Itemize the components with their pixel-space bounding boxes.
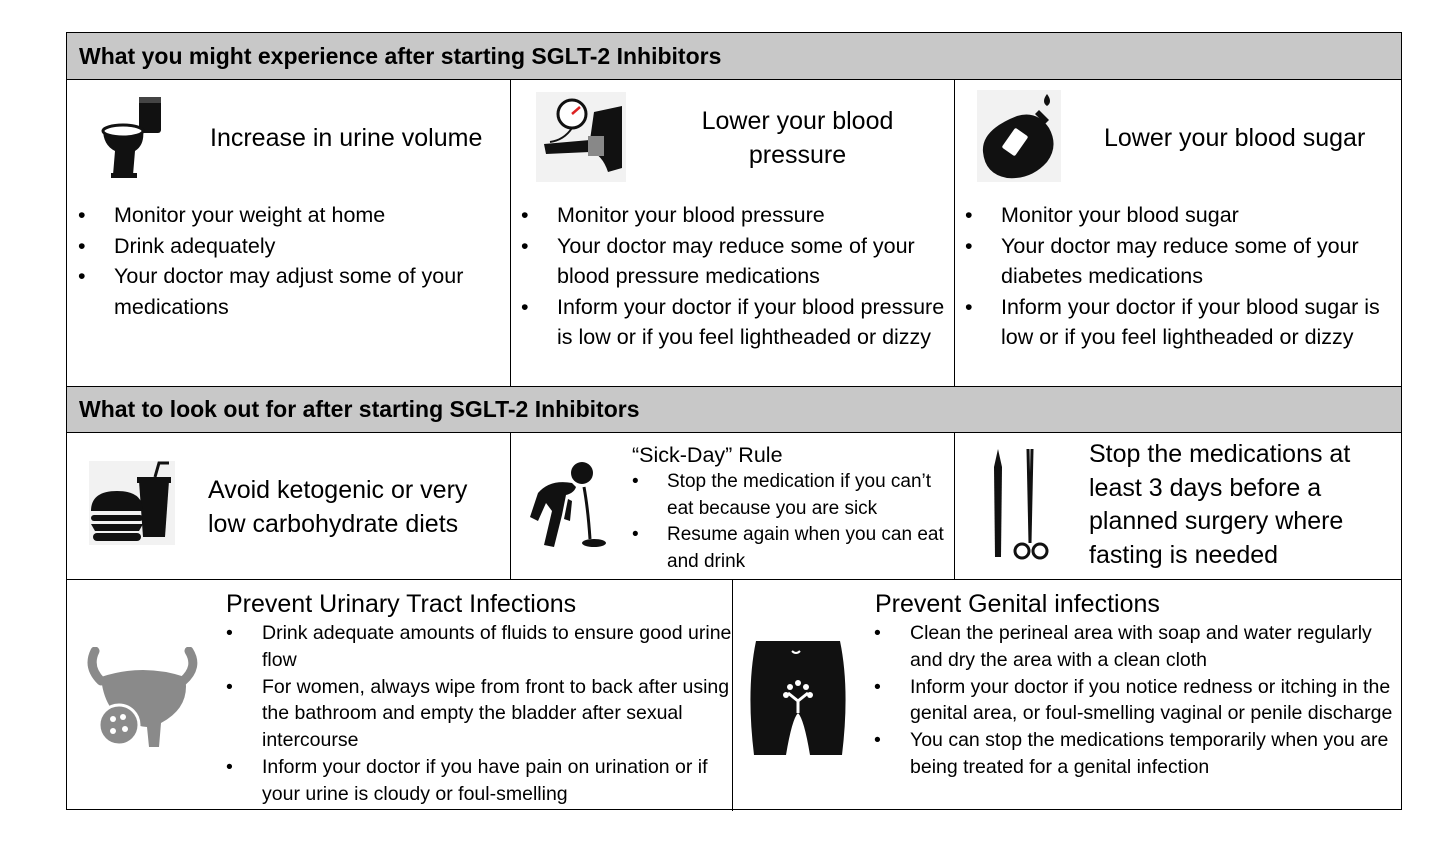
card-title: “Sick-Day” Rule: [632, 443, 783, 467]
section2-header: What to look out for after starting SGLT-2 Inhibitors: [67, 386, 1401, 433]
bullet: • Monitor your blood sugar: [1001, 200, 1396, 231]
card-sick-day: [510, 433, 954, 579]
bullet: • Drink adequately: [114, 231, 504, 262]
bullet: • Resume again when you can eat and drink: [667, 522, 947, 575]
bullet: • Stop the medication if you can’t eat because you are sick: [667, 469, 947, 522]
card-title: Avoid ketogenic or very low carbohydrate diets: [208, 476, 468, 538]
card-title: Prevent Genital infections: [875, 590, 1160, 618]
glucose-meter-icon: [977, 90, 1061, 182]
blood-pressure-cuff-icon: [536, 92, 626, 182]
bullet-list: [262, 620, 732, 808]
bullet-list: [557, 200, 947, 353]
bullet: • Inform your doctor if your blood pressure is low or if you feel lightheaded or dizzy: [557, 292, 947, 353]
bullet: • Monitor your weight at home: [114, 200, 504, 231]
bullet: • You can stop the medications temporarily when you are being treated for a genital infection: [910, 727, 1395, 781]
fast-food-icon: [89, 461, 175, 545]
bullet: • For women, always wipe from front to back after using the bathroom and empty the bladder after sexual intercourse: [262, 674, 732, 754]
bullet: • Your doctor may reduce some of your diabetes medications: [1001, 231, 1396, 292]
bullet-list: [114, 200, 504, 322]
toilet-icon: [99, 95, 165, 181]
bullet: • Inform your doctor if you have pain on urination or if your urine is cloudy or foul-smelling: [262, 754, 732, 808]
card-genital: [732, 579, 1403, 811]
card-surgery: [954, 433, 1403, 579]
bullet-list: [1001, 200, 1396, 353]
card-blood-sugar: [954, 80, 1403, 386]
bullet: • Your doctor may adjust some of your medications: [114, 261, 504, 322]
bullet: • Clean the perineal area with soap and water regularly and dry the area with a clean cloth: [910, 620, 1395, 674]
infographic-frame: [66, 32, 1402, 810]
bullet: • Your doctor may reduce some of your blood pressure medications: [557, 231, 947, 292]
section1-header: What you might experience after starting SGLT-2 Inhibitors: [67, 33, 1401, 80]
bullet: • Drink adequate amounts of fluids to ensure good urine flow: [262, 620, 732, 674]
pelvis-icon: [746, 639, 850, 759]
sick-person-icon: [528, 459, 608, 551]
card-title: Lower your blood pressure: [701, 107, 894, 169]
bullet-list: [910, 620, 1395, 781]
card-urine-volume: [67, 80, 510, 386]
card-blood-pressure: [510, 80, 954, 386]
bladder-icon: [85, 647, 201, 751]
bullet: • Monitor your blood pressure: [557, 200, 947, 231]
card-title: Lower your blood sugar: [1104, 124, 1366, 152]
bullet-list: [667, 469, 947, 575]
card-diet: [67, 433, 510, 579]
bullet: • Inform your doctor if your blood sugar is low or if you feel lightheaded or dizzy: [1001, 292, 1396, 353]
surgical-instruments-icon: [990, 447, 1060, 563]
card-title: Prevent Urinary Tract Infections: [226, 590, 577, 618]
card-uti: [67, 579, 732, 811]
card-title: Stop the medications at least 3 days before a planned surgery where fasting is needed: [1089, 440, 1351, 569]
card-title: Increase in urine volume: [210, 124, 483, 152]
bullet: • Inform your doctor if you notice redness or itching in the genital area, or foul-smelling vaginal or penile discharge: [910, 674, 1395, 728]
